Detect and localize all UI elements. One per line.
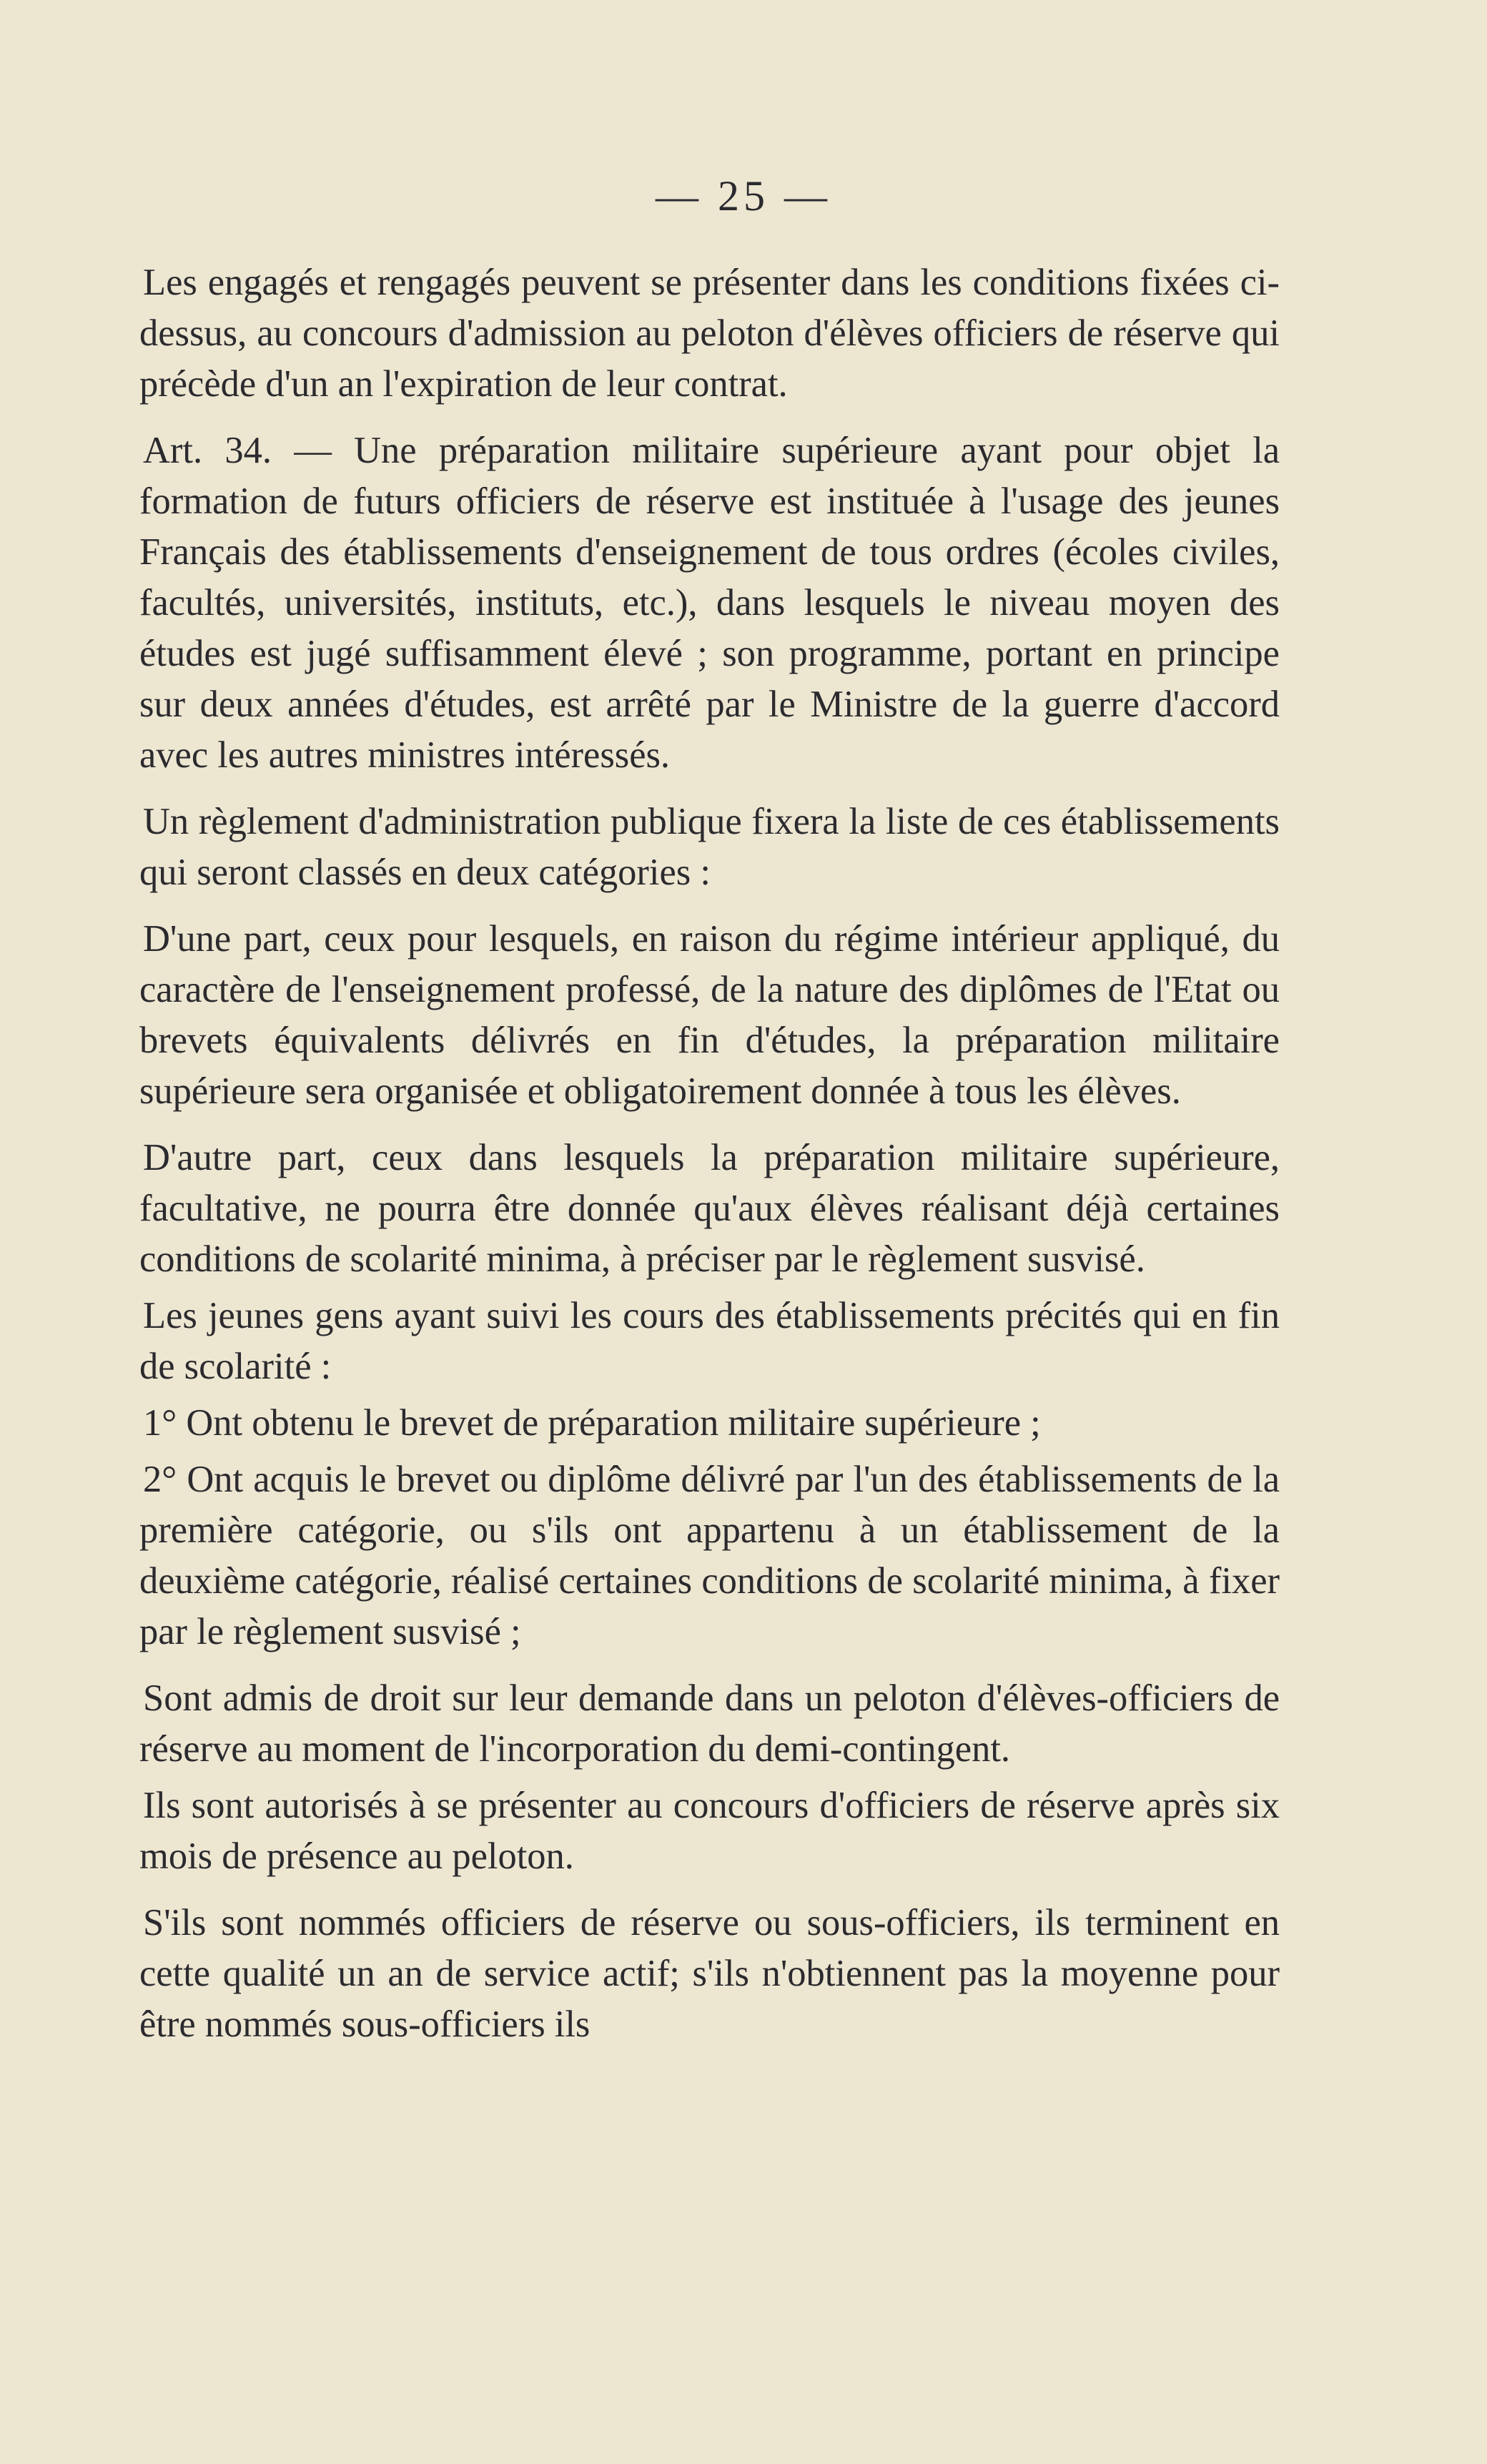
paragraph-jeunes-gens: Les jeunes gens ayant suivi les cours des établissements précités qui en fin de scolarité : (139, 1295, 1280, 1387)
paragraph-deuxieme-categorie: D'autre part, ceux dans lesquels la préparation militaire supérieure, facultative, ne pourra être donnée qu'aux élèves réalisant déjà certaines conditions de scolarité minima, à préciser par le règlement susvisé. (139, 1137, 1280, 1280)
body-text (139, 257, 1280, 2050)
list-item-2: 2° Ont acquis le brevet ou diplôme délivré par l'un des établissements de la première catégorie, ou s'ils ont appartenu à un établissement de la deuxième catégorie, réalisé certaines conditions de scolarité minima, à fixer par le règlement susvisé ; (139, 1459, 1280, 1652)
paragraph-premiere-categorie: D'une part, ceux pour lesquels, en raison du régime intérieur appliqué, du caractère de l'enseignement professé, de la nature des diplômes de l'Etat ou brevets équivalents délivrés en fin d'études, la préparation militaire supérieure sera organisée et obligatoirement donnée à tous les élèves. (139, 918, 1280, 1112)
paragraph-engages: Les engagés et rengagés peuvent se présenter dans les conditions fixées ci-dessus, au concours d'admission au peloton d'élèves officiers de réserve qui précède d'un an l'expiration de leur contrat. (139, 262, 1280, 405)
page-number: — 25 — (656, 172, 831, 220)
paragraph-article-34: Art. 34. — Une préparation militaire supérieure ayant pour objet la formation de futurs officiers de réserve est instituée à l'usage des jeunes Français des établissements d'enseignement de tous ordres (écoles civiles, facultés, universités, instituts, etc.), dans lesquels le niveau moyen des études est jugé suffisamment élevé ; son programme, portant en principe sur deux années d'études, est arrêté par le Ministre de la guerre d'accord avec les autres ministres intéressés. (139, 430, 1280, 776)
paragraph-nommes: S'ils sont nommés officiers de réserve ou sous-officiers, ils terminent en cette qualité un an de service actif; s'ils n'obtiennent pas la moyenne pour être nommés sous-officiers ils (139, 1902, 1280, 2045)
paragraph-admis-de-droit: Sont admis de droit sur leur demande dans un peloton d'élèves-officiers de réserve au moment de l'incorporation du demi-contingent. (139, 1677, 1280, 1770)
list-item-1: 1° Ont obtenu le brevet de préparation militaire supérieure ; (143, 1402, 1041, 1444)
paragraph-reglement: Un règlement d'administration publique fixera la liste de ces établissements qui seront classés en deux catégories : (139, 801, 1280, 893)
paragraph-autorises: Ils sont autorisés à se présenter au concours d'officiers de réserve après six mois de présence au peloton. (139, 1785, 1280, 1877)
